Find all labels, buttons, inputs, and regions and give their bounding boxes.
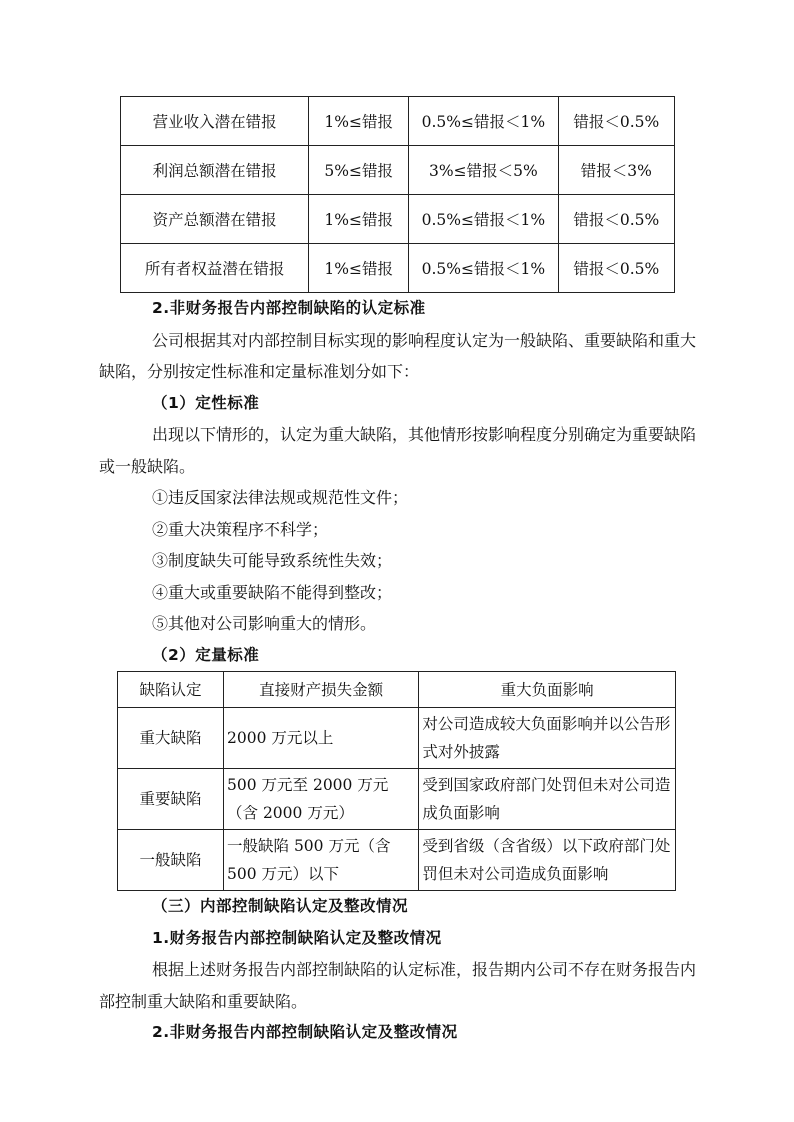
table-cell: 对公司造成较大负面影响并以公告形式对外披露 <box>419 708 676 769</box>
table-cell: 错报＜0.5% <box>558 195 674 244</box>
table-row <box>121 244 675 293</box>
table-cell: 错报＜3% <box>558 146 674 195</box>
heading-qualitative-standard: （1）定性标准 <box>152 393 260 412</box>
table-cell: 500 万元至 2000 万元（含 2000 万元） <box>224 769 419 830</box>
misstatement-threshold-table <box>120 96 675 293</box>
table-cell: 0.5%≤错报＜1% <box>409 97 559 146</box>
table-cell: 营业收入潜在错报 <box>121 97 309 146</box>
table-cell: 一般缺陷 500 万元（含 500 万元）以下 <box>224 830 419 891</box>
table-cell: 3%≤错报＜5% <box>409 146 559 195</box>
table-cell: 错报＜0.5% <box>558 244 674 293</box>
list-item-5: ⑤其他对公司影响重大的情形。 <box>152 614 377 633</box>
table-row <box>118 769 676 830</box>
paragraph-financial-defect-result: 根据上述财务报告内部控制缺陷的认定标准，报告期内公司不存在财务报告内部控制重大缺陷和重要缺陷。 <box>99 960 697 1011</box>
heading-nonfinancial-criteria: 2.非财务报告内部控制缺陷的认定标准 <box>152 299 426 317</box>
paragraph-criteria-intro: 公司根据其对内部控制目标实现的影响程度认定为一般缺陷、重要缺陷和重大缺陷，分别按定性标准和定量标准划分如下： <box>99 330 697 381</box>
table-cell: 利润总额潜在错报 <box>121 146 309 195</box>
table-row <box>121 97 675 146</box>
table-cell: 0.5%≤错报＜1% <box>409 195 559 244</box>
table-cell: 受到省级（含省级）以下政府部门处罚但未对公司造成负面影响 <box>419 830 676 891</box>
table-cell: 受到国家政府部门处罚但未对公司造成负面影响 <box>419 769 676 830</box>
table-cell: 所有者权益潜在错报 <box>121 244 309 293</box>
table-header-row <box>118 672 676 708</box>
list-item-2: ②重大决策程序不科学； <box>152 519 329 539</box>
list-item-3: ③制度缺失可能导致系统性失效； <box>152 551 393 570</box>
table-cell: 错报＜0.5% <box>558 97 674 146</box>
table-cell: 重大缺陷 <box>118 708 224 769</box>
table-cell: 重要缺陷 <box>118 769 224 830</box>
table-cell: 1%≤错报 <box>309 195 409 244</box>
table-cell: 一般缺陷 <box>118 830 224 891</box>
quantitative-criteria-table <box>117 671 676 891</box>
heading-financial-defect-rectification: 1.财务报告内部控制缺陷认定及整改情况 <box>152 928 442 947</box>
column-header: 缺陷认定 <box>118 672 224 708</box>
table-row <box>118 830 676 891</box>
column-header: 重大负面影响 <box>419 672 676 708</box>
heading-nonfinancial-defect-rectification: 2.非财务报告内部控制缺陷认定及整改情况 <box>152 1023 458 1041</box>
table-cell: 1%≤错报 <box>309 244 409 293</box>
table-row <box>121 195 675 244</box>
heading-quantitative-standard: （2）定量标准 <box>152 645 260 664</box>
table-cell: 0.5%≤错报＜1% <box>409 244 559 293</box>
table-cell: 资产总额潜在错报 <box>121 195 309 244</box>
table-cell: 2000 万元以上 <box>224 708 419 769</box>
list-item-1: ①违反国家法律法规或规范性文件； <box>152 488 409 507</box>
list-item-4: ④重大或重要缺陷不能得到整改； <box>152 582 393 602</box>
table-cell: 1%≤错报 <box>309 97 409 146</box>
paragraph-qualitative-intro: 出现以下情形的，认定为重大缺陷，其他情形按影响程度分别确定为重要缺陷或一般缺陷。 <box>99 425 697 476</box>
table-row <box>121 146 675 195</box>
table-row <box>118 708 676 769</box>
column-header: 直接财产损失金额 <box>224 672 419 708</box>
heading-defect-rectification: （三）内部控制缺陷认定及整改情况 <box>152 897 409 915</box>
table-cell: 5%≤错报 <box>309 146 409 195</box>
